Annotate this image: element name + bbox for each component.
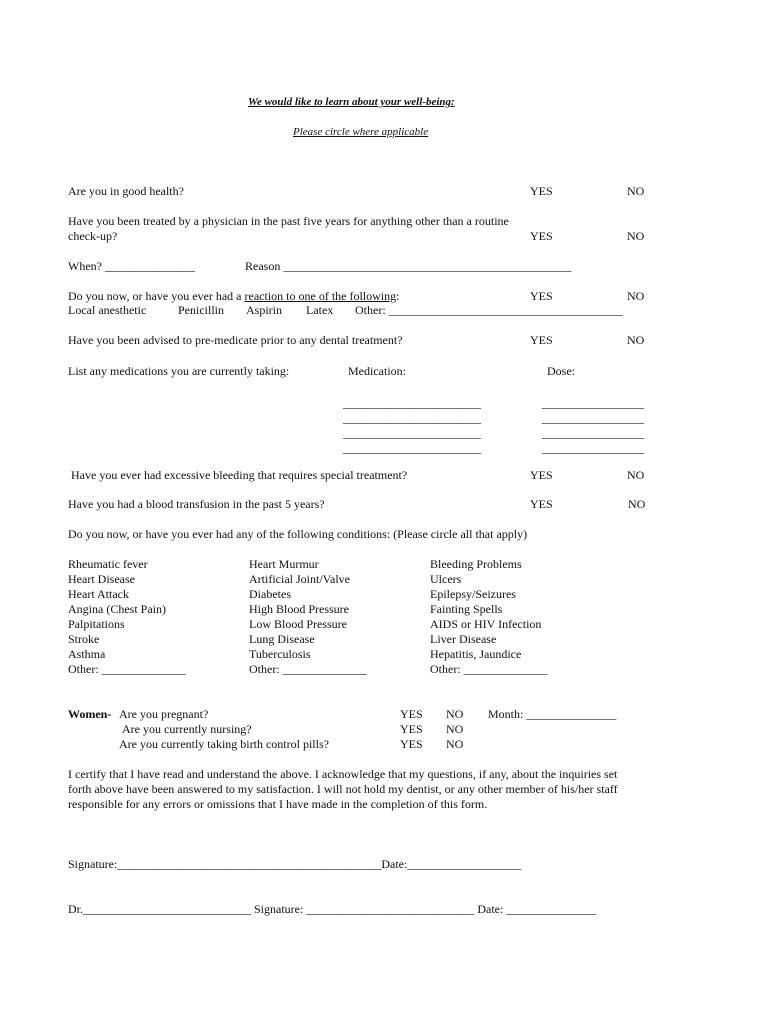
no-option[interactable]: NO [446,722,464,736]
yes-option[interactable]: YES [400,707,423,721]
question-transfusion: Have you had a blood transfusion in the past 5 years? [68,497,325,511]
question-physician-line1: Have you been treated by a physician in the past five years for anything other than a routine [68,214,509,228]
when-field[interactable]: When? _______________ [68,259,195,273]
question-medications: List any medications you are currently taking: [68,364,290,378]
yes-option[interactable]: YES [530,497,553,511]
question-physician-line2: check-up? [68,229,118,243]
allergy-aspirin[interactable]: Aspirin [246,303,282,317]
condition-other-field[interactable]: Other: ______________ [68,662,186,676]
form-title: We would like to learn about your well-being: [248,96,455,108]
allergy-penicillin[interactable]: Penicillin [178,303,224,317]
condition-item[interactable]: Low Blood Pressure [249,617,347,631]
women-section-label [68,707,111,721]
yes-option[interactable]: YES [530,289,553,303]
dose-header: Dose: [547,364,575,378]
question-premedicate: Have you been advised to pre-medicate prior to any dental treatment? [68,333,403,347]
no-option[interactable]: NO [627,289,645,303]
condition-item[interactable]: Angina (Chest Pain) [68,602,166,616]
condition-item[interactable]: Diabetes [249,587,291,601]
conditions-intro: Do you now, or have you ever had any of the following conditions: (Please circle all that apply) [68,527,528,541]
question-birth-control: Are you currently taking birth control pills? [119,737,329,751]
yes-option[interactable]: YES [400,737,423,751]
dose-blank[interactable]: _________________ [542,396,644,410]
question-reaction [68,289,399,303]
condition-item[interactable]: Hepatitis, Jaundice [430,647,522,661]
no-option[interactable]: NO [627,229,645,243]
condition-item[interactable]: Lung Disease [249,632,315,646]
condition-item[interactable]: Rheumatic fever [68,557,148,571]
yes-option[interactable]: YES [530,468,553,482]
medication-blank[interactable]: _______________________ [343,411,481,425]
reaction-post: : [396,289,400,303]
allergy-latex[interactable]: Latex [306,303,334,317]
condition-other-field[interactable]: Other: ______________ [249,662,367,676]
reaction-pre: Do you now, or have you ever had a [68,289,245,303]
condition-item[interactable]: Liver Disease [430,632,497,646]
medication-header: Medication: [348,364,406,378]
medication-blank[interactable]: _______________________ [343,426,481,440]
medication-blank[interactable]: _______________________ [343,396,481,410]
condition-item[interactable]: AIDS or HIV Infection [430,617,542,631]
condition-item[interactable]: Artificial Joint/Valve [249,572,350,586]
yes-option[interactable]: YES [400,722,423,736]
condition-item[interactable]: Epilepsy/Seizures [430,587,516,601]
no-option[interactable]: NO [627,184,645,198]
reason-field[interactable]: Reason ________________________________________________ [245,259,572,273]
condition-item[interactable]: Heart Disease [68,572,135,586]
no-option[interactable]: NO [627,333,645,347]
medication-blank[interactable]: _______________________ [343,441,481,455]
condition-item[interactable]: Asthma [68,647,106,661]
condition-item[interactable]: Bleeding Problems [430,557,522,571]
question-good-health: Are you in good health? [68,184,184,198]
allergy-local-anesthetic[interactable]: Local anesthetic [68,303,147,317]
yes-option[interactable]: YES [530,184,553,198]
certification-text: I certify that I have read and understand the above. I acknowledge that my questions, if any, about the inquiries set forth above have been answered to my satisfaction. I will not hold my dentist, or any other member of his/her staff responsible for any errors or omissions that I have made in the completion of this form. [68,767,618,811]
condition-item[interactable]: Heart Murmur [249,557,319,571]
question-bleeding: Have you ever had excessive bleeding that requires special treatment? [71,468,408,482]
condition-item[interactable]: Palpitations [68,617,125,631]
condition-item[interactable]: Tuberculosis [249,647,311,661]
condition-item[interactable]: Ulcers [430,572,462,586]
dose-blank[interactable]: _________________ [542,441,644,455]
yes-option[interactable]: YES [530,229,553,243]
allergy-other-field[interactable]: Other: _______________________________________ [355,303,623,317]
question-nursing: Are you currently nursing? [122,722,252,736]
no-option[interactable]: NO [628,497,646,511]
condition-other-field[interactable]: Other: ______________ [430,662,548,676]
no-option[interactable]: NO [446,737,464,751]
condition-item[interactable]: Heart Attack [68,587,129,601]
patient-signature-line[interactable]: Signature:____________________________________________Date:___________________ [68,857,522,871]
women-label: Women- [68,707,112,721]
condition-item[interactable]: Stroke [68,632,100,646]
dose-blank[interactable]: _________________ [542,411,644,425]
reaction-underlined: reaction to one of the following [244,289,397,303]
question-pregnant: Are you pregnant? [119,707,209,721]
condition-item[interactable]: High Blood Pressure [249,602,349,616]
form-subtitle: Please circle where applicable [293,126,429,138]
condition-item[interactable]: Fainting Spells [430,602,503,616]
dose-blank[interactable]: _________________ [542,426,644,440]
no-option[interactable]: NO [446,707,464,721]
month-field[interactable]: Month: _______________ [488,707,617,721]
yes-option[interactable]: YES [530,333,553,347]
doctor-signature-line[interactable]: Dr.____________________________ Signature: ____________________________ Date: _______________ [68,902,597,916]
no-option[interactable]: NO [627,468,645,482]
